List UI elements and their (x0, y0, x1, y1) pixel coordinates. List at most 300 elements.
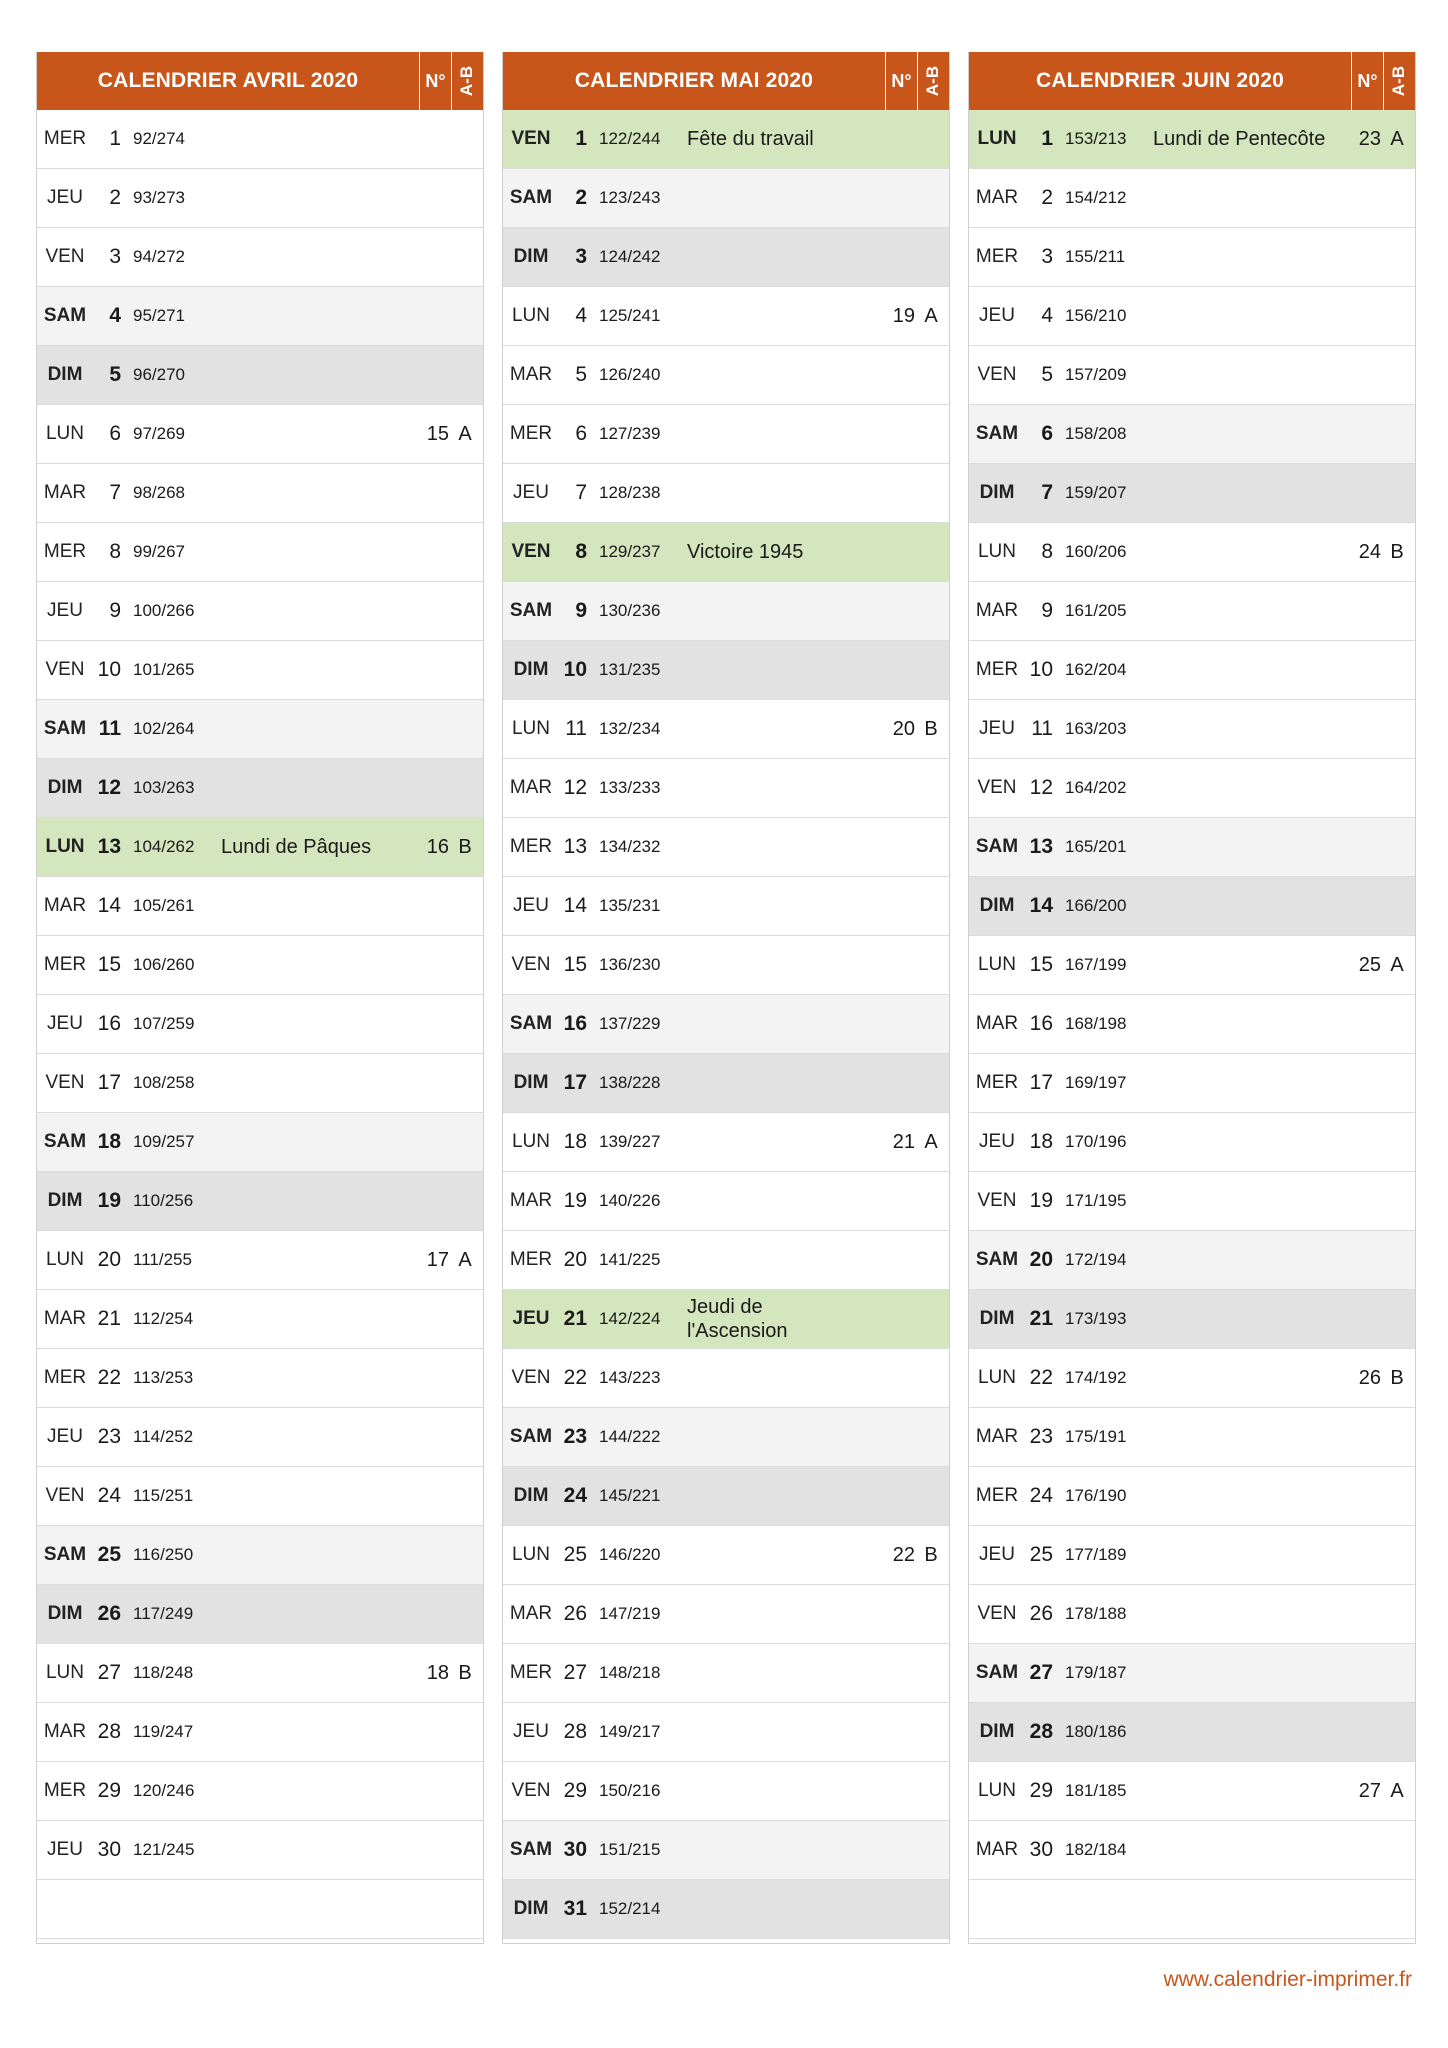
day-of-year: 152/214 (599, 1899, 661, 1918)
ab-week: A (1390, 953, 1404, 976)
week-number: 19 (892, 304, 915, 327)
day-number: 1 (575, 127, 587, 150)
week-number-header: N° (419, 52, 451, 110)
ab-week: A (458, 422, 472, 445)
day-of-year: 146/220 (599, 1545, 661, 1564)
day-of-week: MAR (509, 364, 553, 385)
day-of-week: MAR (975, 1839, 1019, 1860)
day-of-week: DIM (47, 1190, 83, 1211)
day-number: 30 (563, 1838, 587, 1861)
day-row (969, 287, 1415, 346)
day-row (37, 818, 483, 877)
day-number: 19 (97, 1189, 121, 1212)
day-row (969, 700, 1415, 759)
day-of-year: 145/221 (599, 1486, 661, 1505)
day-of-year: 162/204 (1065, 660, 1127, 679)
day-of-week: VEN (511, 954, 551, 975)
day-of-year: 141/225 (599, 1250, 661, 1269)
day-row (503, 1054, 949, 1113)
day-row (37, 877, 483, 936)
day-of-year: 179/187 (1065, 1663, 1127, 1682)
day-of-year: 128/238 (599, 483, 661, 502)
day-number: 11 (565, 717, 587, 740)
day-row (37, 1172, 483, 1231)
day-row (969, 995, 1415, 1054)
day-of-year: 161/205 (1065, 601, 1127, 620)
ab-week: A (458, 1248, 472, 1271)
day-of-week: MAR (509, 777, 553, 798)
day-row (37, 995, 483, 1054)
day-number: 20 (1029, 1248, 1053, 1271)
day-number: 3 (575, 245, 587, 268)
day-of-week: VEN (977, 1603, 1017, 1624)
day-of-week: JEU (979, 1544, 1015, 1565)
day-row (503, 1172, 949, 1231)
day-of-year: 175/191 (1065, 1427, 1127, 1446)
day-row (37, 346, 483, 405)
day-of-week: MAR (975, 1426, 1019, 1447)
day-of-year: 170/196 (1065, 1132, 1127, 1151)
day-of-week: SAM (509, 600, 553, 621)
day-number: 16 (1029, 1012, 1053, 1035)
day-number: 15 (563, 953, 587, 976)
day-number: 18 (97, 1130, 121, 1153)
week-number: 18 (426, 1661, 449, 1684)
day-of-year: 115/251 (133, 1486, 194, 1505)
day-row (37, 1821, 483, 1880)
day-of-year: 172/194 (1065, 1250, 1127, 1269)
day-of-year: 117/249 (133, 1604, 194, 1623)
day-of-week: SAM (509, 1839, 553, 1860)
day-number: 24 (1029, 1484, 1053, 1507)
day-number: 29 (1029, 1779, 1053, 1802)
day-number: 14 (97, 894, 121, 917)
day-of-week: VEN (977, 1190, 1017, 1211)
day-number: 1 (109, 127, 121, 150)
day-of-year: 155/211 (1065, 247, 1126, 266)
day-of-year: 153/213 (1065, 129, 1127, 148)
day-number: 25 (563, 1543, 587, 1566)
day-row (969, 523, 1415, 582)
day-of-year: 160/206 (1065, 542, 1127, 561)
day-of-week: MAR (975, 600, 1019, 621)
day-row (503, 287, 949, 346)
day-of-year: 123/243 (599, 188, 661, 207)
day-of-week: SAM (975, 1662, 1019, 1683)
day-of-year: 113/253 (133, 1368, 194, 1387)
day-row (37, 759, 483, 818)
day-of-week: VEN (511, 1367, 551, 1388)
day-number: 7 (1041, 481, 1053, 504)
day-number: 13 (1029, 835, 1053, 858)
ab-week-header-label: A-B (457, 65, 477, 97)
day-number: 28 (563, 1720, 587, 1743)
day-of-year: 124/242 (599, 247, 661, 266)
day-row (969, 228, 1415, 287)
day-row (503, 641, 949, 700)
day-of-week: MAR (43, 482, 87, 503)
empty-row (37, 1880, 483, 1939)
day-number: 25 (1029, 1543, 1053, 1566)
day-number: 27 (1029, 1661, 1053, 1684)
day-number: 19 (563, 1189, 587, 1212)
day-of-week: LUN (977, 954, 1016, 975)
day-of-year: 127/239 (599, 424, 661, 443)
holiday-name: Fête du travail (687, 128, 814, 150)
day-number: 16 (97, 1012, 121, 1035)
day-of-year: 140/226 (599, 1191, 661, 1210)
day-of-week: VEN (45, 659, 85, 680)
day-of-week: VEN (511, 128, 551, 149)
day-of-year: 114/252 (133, 1427, 194, 1446)
day-of-week: DIM (513, 659, 549, 680)
day-of-year: 166/200 (1065, 896, 1127, 915)
day-row (503, 169, 949, 228)
day-of-week: DIM (979, 1721, 1015, 1742)
day-of-year: 102/264 (133, 719, 195, 738)
month-june (968, 52, 1416, 1944)
day-number: 7 (109, 481, 121, 504)
day-number: 6 (575, 422, 587, 445)
day-of-year: 95/271 (133, 306, 185, 325)
ab-week-header-label: A-B (923, 65, 943, 97)
day-of-year: 94/272 (133, 247, 185, 266)
day-row (37, 1526, 483, 1585)
day-of-year: 154/212 (1065, 188, 1127, 207)
day-row (969, 464, 1415, 523)
holiday-name: Lundi de Pentecôte (1153, 128, 1326, 150)
ab-week: A (1390, 127, 1404, 150)
day-number: 6 (1041, 422, 1053, 445)
day-row (969, 405, 1415, 464)
day-of-year: 158/208 (1065, 424, 1127, 443)
day-number: 1 (1041, 127, 1053, 150)
day-of-week: JEU (47, 600, 83, 621)
day-of-year: 136/230 (599, 955, 661, 974)
day-number: 5 (575, 363, 587, 386)
day-number: 4 (575, 304, 587, 327)
day-of-year: 120/246 (133, 1781, 195, 1800)
day-number: 3 (109, 245, 121, 268)
day-of-week: SAM (43, 1131, 87, 1152)
week-number: 26 (1358, 1366, 1381, 1389)
day-number: 27 (563, 1661, 587, 1684)
day-row (503, 523, 949, 582)
day-number: 9 (109, 599, 121, 622)
day-of-year: 169/197 (1065, 1073, 1127, 1092)
day-number: 24 (97, 1484, 121, 1507)
day-of-week: VEN (45, 1485, 85, 1506)
day-of-week: DIM (979, 895, 1015, 916)
day-of-year: 108/258 (133, 1073, 195, 1092)
month-title: CALENDRIER MAI 2020 (574, 69, 814, 92)
day-row (37, 700, 483, 759)
day-of-year: 97/269 (133, 424, 185, 443)
day-row (969, 1644, 1415, 1703)
day-row (37, 110, 483, 169)
ab-week-header (917, 52, 949, 110)
day-row (969, 169, 1415, 228)
day-number: 26 (1029, 1602, 1053, 1625)
day-row (37, 405, 483, 464)
day-number: 29 (97, 1779, 121, 1802)
day-number: 14 (563, 894, 587, 917)
day-of-year: 93/273 (133, 188, 185, 207)
day-of-year: 92/274 (133, 129, 185, 148)
day-row (503, 582, 949, 641)
day-of-year: 130/236 (599, 601, 661, 620)
day-number: 14 (1029, 894, 1053, 917)
day-number: 29 (563, 1779, 587, 1802)
day-number: 11 (1031, 717, 1053, 740)
day-number: 5 (109, 363, 121, 386)
day-number: 8 (575, 540, 587, 563)
day-row (37, 1290, 483, 1349)
holiday-name: Lundi de Pâques (221, 836, 372, 858)
ab-week-header-label: A-B (1389, 65, 1409, 97)
day-number: 2 (109, 186, 121, 209)
day-of-year: 131/235 (599, 660, 661, 679)
day-row (503, 228, 949, 287)
day-of-week: LUN (45, 423, 84, 444)
day-number: 17 (1029, 1071, 1053, 1094)
day-row (969, 1290, 1415, 1349)
day-of-week: JEU (513, 895, 549, 916)
day-row (969, 1349, 1415, 1408)
month-header (503, 52, 949, 110)
day-row (37, 1762, 483, 1821)
day-of-year: 103/263 (133, 778, 195, 797)
day-row (503, 1408, 949, 1467)
day-of-year: 144/222 (599, 1427, 661, 1446)
day-number: 23 (97, 1425, 121, 1448)
day-number: 16 (563, 1012, 587, 1035)
day-of-week: JEU (47, 187, 83, 208)
day-of-week: SAM (509, 187, 553, 208)
day-of-year: 112/254 (133, 1309, 194, 1328)
day-of-week: MER (43, 954, 87, 975)
day-of-year: 107/259 (133, 1014, 195, 1033)
day-number: 5 (1041, 363, 1053, 386)
day-of-year: 180/186 (1065, 1722, 1127, 1741)
day-number: 15 (1029, 953, 1053, 976)
day-number: 17 (97, 1071, 121, 1094)
day-row (969, 936, 1415, 995)
day-number: 24 (563, 1484, 587, 1507)
empty-row (969, 1880, 1415, 1939)
day-of-year: 109/257 (133, 1132, 195, 1151)
day-of-year: 119/247 (133, 1722, 194, 1741)
day-of-week: LUN (511, 718, 550, 739)
day-of-week: DIM (47, 777, 83, 798)
day-of-week: SAM (43, 718, 87, 739)
day-of-week: MAR (43, 895, 87, 916)
day-of-year: 150/216 (599, 1781, 661, 1800)
day-row (503, 759, 949, 818)
day-of-year: 138/228 (599, 1073, 661, 1092)
ab-week: B (1390, 1366, 1404, 1389)
day-of-week: MER (509, 836, 553, 857)
day-of-year: 101/265 (133, 660, 195, 679)
day-of-year: 151/215 (599, 1840, 661, 1859)
day-of-week: JEU (47, 1013, 83, 1034)
day-row (503, 1821, 949, 1880)
day-number: 15 (97, 953, 121, 976)
day-of-week: MAR (43, 1308, 87, 1329)
day-of-week: JEU (513, 1721, 549, 1742)
day-of-week: VEN (45, 1072, 85, 1093)
day-of-year: 122/244 (599, 129, 661, 148)
day-of-year: 167/199 (1065, 955, 1127, 974)
day-of-week: JEU (513, 482, 549, 503)
day-number: 28 (1029, 1720, 1053, 1743)
day-of-week: MAR (975, 1013, 1019, 1034)
day-row (969, 1585, 1415, 1644)
day-of-week: LUN (977, 1367, 1016, 1388)
day-row (503, 405, 949, 464)
footer-url[interactable]: www.calendrier-imprimer.fr (1163, 1968, 1412, 1991)
day-of-year: 156/210 (1065, 306, 1127, 325)
day-number: 28 (97, 1720, 121, 1743)
day-of-year: 133/233 (599, 778, 661, 797)
day-row (503, 700, 949, 759)
day-row (503, 464, 949, 523)
week-number: 17 (426, 1248, 449, 1271)
day-row (37, 1585, 483, 1644)
day-number: 26 (97, 1602, 121, 1625)
day-of-year: 96/270 (133, 365, 185, 384)
day-row (503, 1880, 949, 1939)
day-row (969, 346, 1415, 405)
day-number: 8 (109, 540, 121, 563)
day-of-year: 142/224 (599, 1309, 661, 1328)
day-of-week: LUN (977, 128, 1017, 149)
day-number: 26 (563, 1602, 587, 1625)
week-number: 22 (892, 1543, 915, 1566)
day-of-week: LUN (45, 1662, 84, 1683)
month-title: CALENDRIER JUIN 2020 (1036, 69, 1284, 92)
day-of-year: 176/190 (1065, 1486, 1127, 1505)
day-row (503, 346, 949, 405)
day-of-week: SAM (43, 305, 87, 326)
day-of-year: 171/195 (1065, 1191, 1127, 1210)
day-number: 27 (97, 1661, 121, 1684)
day-of-week: LUN (511, 1131, 550, 1152)
day-of-week: SAM (509, 1426, 553, 1447)
day-row (503, 1290, 949, 1349)
day-row (969, 1172, 1415, 1231)
day-row (969, 582, 1415, 641)
day-of-week: VEN (511, 1780, 551, 1801)
day-of-year: 98/268 (133, 483, 185, 502)
day-of-week: MER (43, 128, 87, 149)
day-number: 10 (1029, 658, 1053, 681)
day-row (969, 1467, 1415, 1526)
day-of-week: DIM (513, 1072, 549, 1093)
day-of-week: LUN (45, 1249, 84, 1270)
day-rows (503, 110, 949, 1939)
day-row (37, 464, 483, 523)
month-title: CALENDRIER AVRIL 2020 (97, 69, 359, 92)
day-row (969, 1408, 1415, 1467)
day-of-year: 148/218 (599, 1663, 661, 1682)
day-of-week: DIM (513, 246, 549, 267)
day-number: 11 (98, 717, 121, 740)
day-of-week: VEN (45, 246, 85, 267)
day-number: 20 (563, 1248, 587, 1271)
week-number: 15 (426, 422, 449, 445)
day-of-week: JEU (512, 1308, 550, 1329)
day-row (503, 1467, 949, 1526)
day-row (969, 877, 1415, 936)
day-row (37, 1467, 483, 1526)
day-number: 10 (563, 658, 587, 681)
day-of-week: MER (43, 541, 87, 562)
day-of-week: DIM (47, 364, 83, 385)
day-row (503, 877, 949, 936)
day-of-week: MER (509, 423, 553, 444)
day-of-week: SAM (975, 423, 1019, 444)
day-number: 31 (563, 1897, 587, 1920)
day-of-year: 182/184 (1065, 1840, 1127, 1859)
day-of-week: MER (975, 659, 1019, 680)
week-number: 23 (1358, 127, 1381, 150)
week-number: 24 (1358, 540, 1381, 563)
day-number: 8 (1041, 540, 1053, 563)
day-of-year: 159/207 (1065, 483, 1127, 502)
month-april (36, 52, 484, 1944)
day-of-week: MER (509, 1662, 553, 1683)
day-of-year: 137/229 (599, 1014, 661, 1033)
week-number-header: N° (885, 52, 917, 110)
day-number: 23 (1029, 1425, 1053, 1448)
day-number: 2 (575, 186, 587, 209)
day-number: 9 (575, 599, 587, 622)
day-row (503, 1231, 949, 1290)
ab-week: B (458, 1661, 472, 1684)
day-number: 21 (563, 1307, 587, 1330)
day-row (37, 1349, 483, 1408)
ab-week: B (458, 835, 472, 858)
day-of-week: LUN (977, 541, 1016, 562)
day-row (503, 1585, 949, 1644)
day-row (37, 1231, 483, 1290)
day-of-year: 147/219 (599, 1604, 661, 1623)
day-number: 2 (1041, 186, 1053, 209)
day-number: 22 (97, 1366, 121, 1389)
day-of-year: 99/267 (133, 542, 185, 561)
day-of-year: 126/240 (599, 365, 661, 384)
day-row (37, 1113, 483, 1172)
day-of-week: MER (509, 1249, 553, 1270)
day-row (37, 228, 483, 287)
day-of-year: 178/188 (1065, 1604, 1127, 1623)
day-number: 6 (109, 422, 121, 445)
day-of-year: 149/217 (599, 1722, 661, 1741)
day-of-week: DIM (47, 1603, 83, 1624)
day-of-week: VEN (977, 364, 1017, 385)
day-of-year: 116/250 (133, 1545, 194, 1564)
day-of-week: JEU (47, 1426, 83, 1447)
day-of-week: DIM (513, 1485, 549, 1506)
day-of-year: 135/231 (599, 896, 661, 915)
day-of-year: 157/209 (1065, 365, 1127, 384)
day-of-year: 177/189 (1065, 1545, 1127, 1564)
day-row (969, 1703, 1415, 1762)
day-row (503, 110, 949, 169)
day-of-year: 111/255 (133, 1250, 192, 1269)
day-of-week: DIM (513, 1898, 549, 1919)
